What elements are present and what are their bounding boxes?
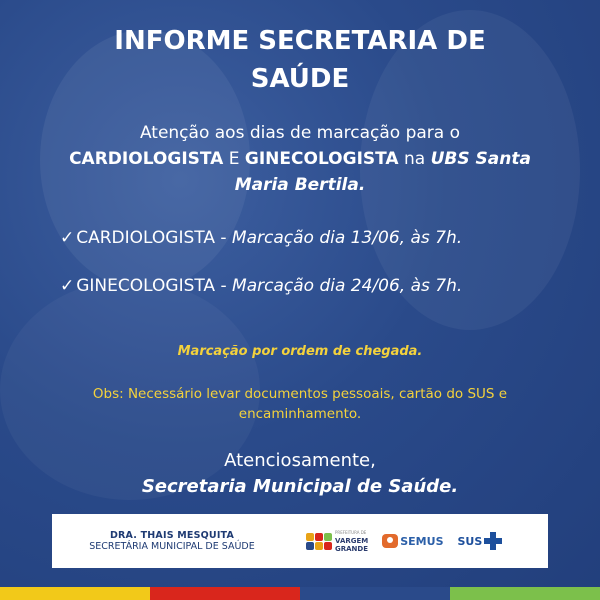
intro-and: E xyxy=(223,149,245,169)
footer-bar xyxy=(52,514,548,568)
sus-text: SUS xyxy=(457,534,483,548)
sus-logo xyxy=(458,532,503,550)
vargem-grande-logo xyxy=(306,529,368,553)
schedule-separator: - xyxy=(214,228,232,248)
vargem-grande-line2: GRANDE xyxy=(335,545,369,553)
schedule-detail: Marcação dia 13/06, às 7h. xyxy=(231,228,463,248)
intro-ubs: UBS Santa Maria Bertila. xyxy=(234,149,531,195)
order-note: Marcação por ordem de chegada. xyxy=(177,344,423,359)
intro-na: na xyxy=(398,149,431,169)
vargem-grande-small: PREFEITURA DE xyxy=(335,530,367,535)
obs-note: Obs: Necessário levar documentos pessoais, cartão do SUS e encaminhamento. xyxy=(92,386,508,422)
title-line-1: INFORME SECRETARIA DE xyxy=(114,26,486,56)
color-stripes xyxy=(0,587,600,600)
vargem-grande-line1: VARGEM xyxy=(335,537,369,545)
closing xyxy=(0,448,600,500)
signatory-name: DRA. THAIS MESQUITA xyxy=(109,530,235,541)
intro-gineco: GINECOLOGISTA xyxy=(244,149,399,169)
intro-line-1: Atenção aos dias de marcação para o xyxy=(139,123,461,143)
signatory-role: SECRETÁRIA MUNICIPAL DE SAÚDE xyxy=(89,541,255,552)
logos xyxy=(306,529,502,553)
signature-block xyxy=(52,530,292,552)
stripe-yellow xyxy=(0,587,150,600)
page-title xyxy=(0,22,600,98)
schedule-specialty: CARDIOLOGISTA xyxy=(76,228,215,248)
schedule-item-cardio xyxy=(60,228,570,248)
semus-icon xyxy=(382,534,398,548)
sus-cross-icon xyxy=(484,532,502,550)
stripe-green xyxy=(450,587,600,600)
vargem-grande-icon xyxy=(306,533,332,550)
check-mark-icon: ✓ xyxy=(60,276,75,296)
schedule-item-gineco xyxy=(60,276,570,296)
semus-text: SEMUS xyxy=(400,534,444,548)
closing-greeting: Atenciosamente, xyxy=(224,450,376,471)
schedule-specialty: GINECOLOGISTA xyxy=(76,276,216,296)
schedule-separator: - xyxy=(215,276,233,296)
stripe-red xyxy=(150,587,300,600)
schedule-detail: Marcação dia 24/06, às 7h. xyxy=(232,276,463,296)
closing-signature: Secretaria Municipal de Saúde. xyxy=(141,476,459,497)
title-line-2: SAÚDE xyxy=(250,64,350,94)
check-mark-icon: ✓ xyxy=(60,228,75,248)
intro-cardio: CARDIOLOGISTA xyxy=(69,149,224,169)
intro-text xyxy=(40,120,560,198)
semus-logo xyxy=(382,534,443,548)
stripe-blue xyxy=(300,587,450,600)
